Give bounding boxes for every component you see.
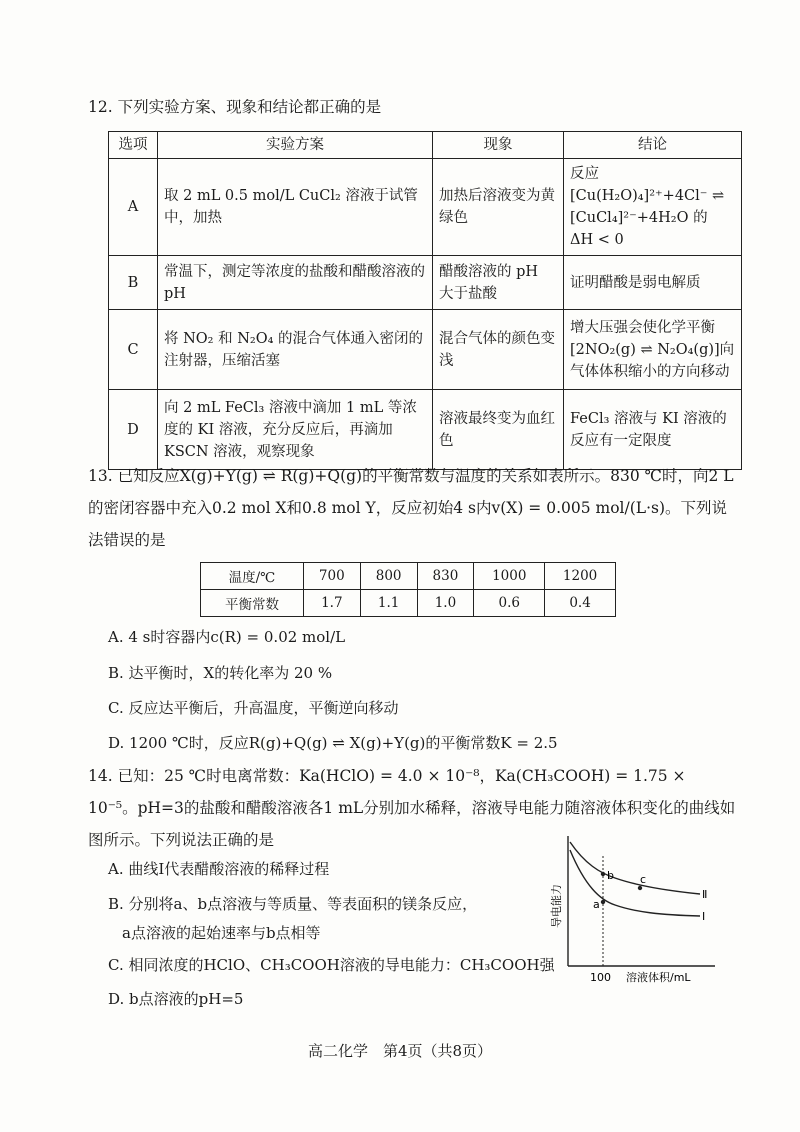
temp-value: 800 [360,563,417,590]
q12-header-option: 选项 [109,132,158,159]
table-row [109,159,742,256]
q12-header-row [109,132,742,159]
q13-stem: 13. 已知反应X(g)+Y(g) ⇌ R(g)+Q(g)的平衡常数与温度的关系如表所示。830 ℃时，向2 L的密闭容器中充入0.2 mol X和0.8 mol Y，反应初始4 s内v(X) = 0.005 mol/(L·s)。下列说法错误的是 [88,467,734,549]
row-phenomenon: 混合气体的颜色变浅 [433,310,564,390]
q12-header-plan: 实验方案 [158,132,433,159]
q12-header-phenomenon: 现象 [433,132,564,159]
k-value: 1.1 [360,590,417,617]
row-conclusion: FeCl₃ 溶液与 KI 溶液的反应有一定限度 [564,390,742,470]
q14-stem: 14. 已知：25 ℃时电离常数：Ka(HClO) = 4.0 × 10⁻⁸，Ka(CH₃COOH) = 1.75 × 10⁻⁵。pH=3的盐酸和醋酸溶液各1 mL分别加水稀释，溶液导电能力随溶液体积变化的曲线如图所示。下列说法正确的是 [88,767,736,849]
row-plan: 取 2 mL 0.5 mol/L CuCl₂ 溶液于试管中，加热 [158,159,433,256]
k-value: 0.6 [474,590,545,617]
point-c-dot [638,886,642,890]
q13-option-c: C. 反应达平衡后，升高温度，平衡逆向移动 [108,699,399,717]
temp-value: 700 [303,563,360,590]
curve-1-label: Ⅰ [702,910,706,923]
page-footer: 高二化学 第4页（共8页） [307,1042,493,1060]
row-option: B [109,256,158,310]
row-plan: 将 NO₂ 和 N₂O₄ 的混合气体通入密闭的注射器，压缩活塞 [158,310,433,390]
row-conclusion: 反应[Cu(H₂O)₄]²⁺+4Cl⁻ ⇌ [CuCl₄]²⁻+4H₂O 的 ΔH < 0 [564,159,742,256]
q14-option-b-cont: a点溶液的起始速率与b点相等 [122,924,321,942]
table-row [109,390,742,470]
table-row [201,590,616,617]
x-axis-label: 溶液体积/mL [626,971,691,984]
k-value: 1.0 [417,590,474,617]
row-plan: 常温下，测定等浓度的盐酸和醋酸溶液的pH [158,256,433,310]
y-axis-label: 导电能力 [550,884,563,928]
curve-2-label: Ⅱ [702,888,708,901]
k-value: 1.7 [303,590,360,617]
q12-table [108,131,742,470]
q13-option-b: B. 达平衡时，X的转化率为 20 % [108,664,333,682]
row-phenomenon: 溶液最终变为血红色 [433,390,564,470]
point-b-label: b [607,869,614,882]
temp-value: 1000 [474,563,545,590]
row-conclusion: 增大压强会使化学平衡[2NO₂(g) ⇌ N₂O₄(g)]向气体体积缩小的方向移动 [564,310,742,390]
row-plan: 向 2 mL FeCl₃ 溶液中滴加 1 mL 等浓度的 KI 溶液，充分反应后，再滴加 KSCN 溶液，观察现象 [158,390,433,470]
temp-value: 1200 [545,563,616,590]
k-value: 0.4 [545,590,616,617]
point-c-label: c [640,873,647,886]
conductivity-graph [540,828,720,988]
q14-option-a: A. 曲线Ⅰ代表醋酸溶液的稀释过程 [108,860,330,878]
point-b-dot [601,872,605,876]
x-tick-100: 100 [590,971,611,984]
temp-label: 温度/℃ [201,563,304,590]
table-row [109,310,742,390]
q13-option-a: A. 4 s时容器内c(R) = 0.02 mol/L [108,628,346,646]
table-row [201,563,616,590]
q12-stem: 12. 下列实验方案、现象和结论都正确的是 [88,98,382,116]
table-row [109,256,742,310]
k-label: 平衡常数 [201,590,304,617]
row-option: C [109,310,158,390]
row-phenomenon: 醋酸溶液的 pH 大于盐酸 [433,256,564,310]
point-a-label: a [593,898,600,911]
row-phenomenon: 加热后溶液变为黄绿色 [433,159,564,256]
point-a-dot [601,900,605,904]
q13-table [200,562,616,617]
temp-value: 830 [417,563,474,590]
curve-1 [570,850,700,916]
row-option: D [109,390,158,470]
row-option: A [109,159,158,256]
row-conclusion: 证明醋酸是弱电解质 [564,256,742,310]
q14-option-b: B. 分别将a、b点溶液与等质量、等表面积的镁条反应， [108,895,478,913]
q14-option-c: C. 相同浓度的HClO、CH₃COOH溶液的导电能力：CH₃COOH强 [108,956,555,974]
q14-option-d: D. b点溶液的pH=5 [108,990,244,1008]
q13-option-d: D. 1200 ℃时，反应R(g)+Q(g) ⇌ X(g)+Y(g)的平衡常数K = 2.5 [108,734,558,752]
q12-header-conclusion: 结论 [564,132,742,159]
